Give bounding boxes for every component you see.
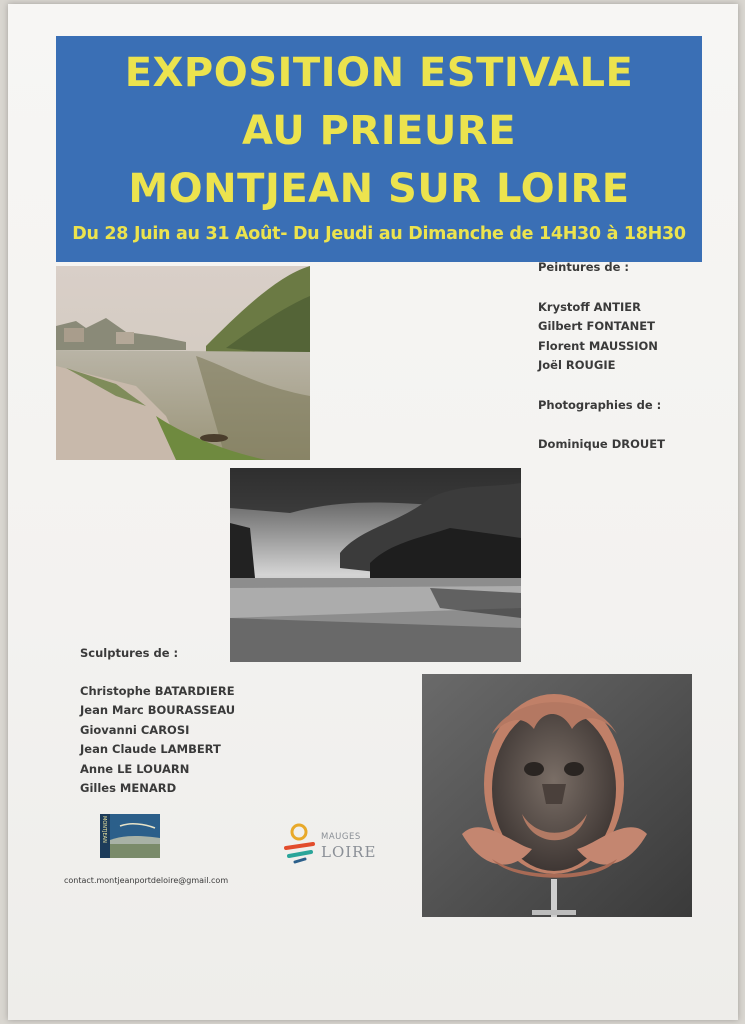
painter-name: Florent MAUSSION: [538, 338, 658, 353]
dates-line: Du 28 Juin au 31 Août- Du Jeudi au Dimanche de 14H30 à 18H30: [72, 224, 686, 244]
sculptor-name: Jean Marc BOURASSEAU: [80, 703, 236, 717]
sculptor-name: Giovanni CAROSI: [80, 722, 190, 737]
title-banner: [56, 36, 702, 262]
mauges-loire-logo: [283, 822, 383, 868]
contact-email: contact.montjeanportdeloire@gmail.com: [64, 876, 229, 885]
painting-river: [56, 266, 310, 460]
title-line-1: EXPOSITION ESTIVALE: [124, 50, 634, 96]
sculptor-name: Jean Claude LAMBERT: [80, 742, 221, 756]
photographer-name: Dominique DROUET: [538, 437, 665, 451]
painters-heading: Peintures de :: [538, 260, 629, 274]
painters-block: [538, 258, 665, 455]
sculptor-name: Christophe BATARDIERE: [80, 683, 235, 698]
montjean-logo-text: MONTJEAN: [101, 816, 107, 843]
sculptor-name: Anne LE LOUARN: [80, 761, 190, 776]
loire-word: LOIRE: [321, 843, 377, 861]
sculpture-orangutan-photo: [422, 674, 692, 917]
sculptors-block: [80, 644, 235, 799]
photograph-misty-river: [230, 468, 521, 662]
title-line-3: MONTJEAN SUR LOIRE: [128, 166, 630, 212]
painter-name: Gilbert FONTANET: [538, 319, 655, 333]
montjean-logo: [100, 814, 160, 858]
painter-name: Krystoff ANTIER: [538, 299, 642, 314]
sculptors-heading: Sculptures de :: [80, 646, 179, 660]
photographers-heading: Photographies de :: [538, 397, 662, 412]
title-line-2: AU PRIEURE: [241, 108, 517, 154]
painter-name: Joël ROUGIE: [538, 358, 616, 372]
mauges-word: MAUGES: [321, 832, 361, 842]
sculptor-name: Gilles MENARD: [80, 781, 177, 795]
